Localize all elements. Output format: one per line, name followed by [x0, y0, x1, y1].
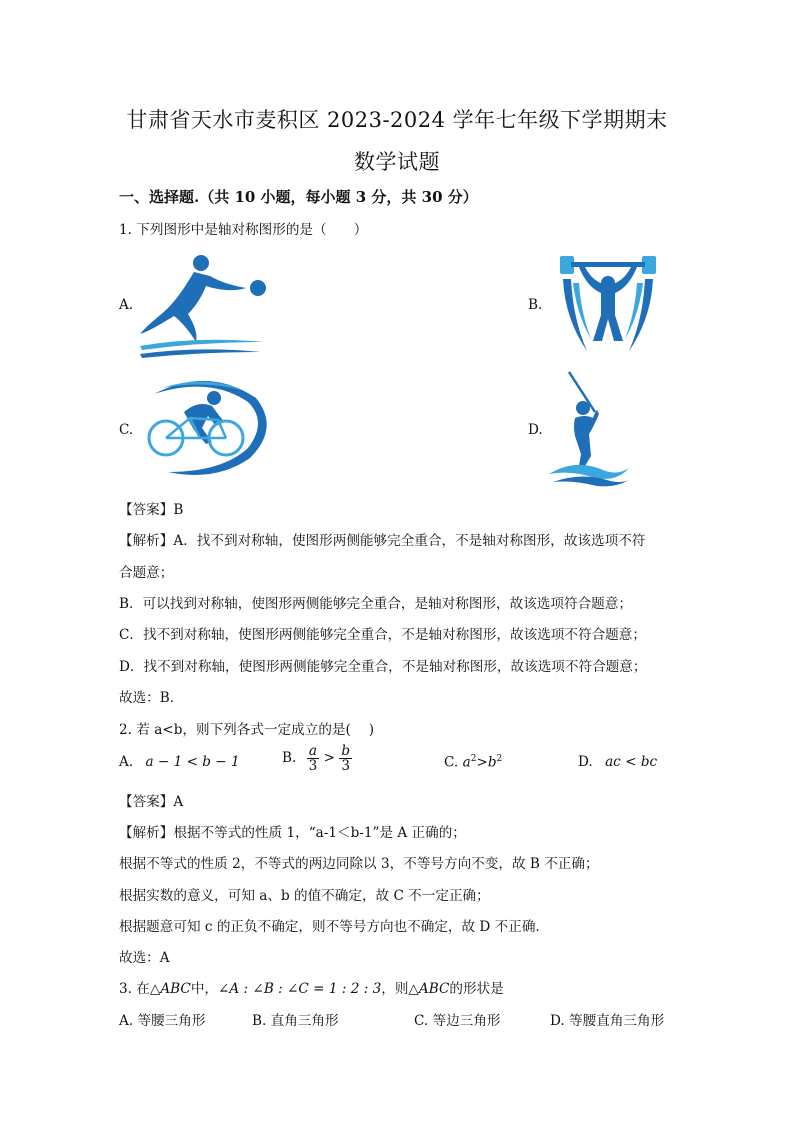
q2-option-b-relation: >	[323, 750, 336, 766]
q2-option-d	[578, 754, 657, 770]
q1-option-a-label: A.	[119, 297, 134, 313]
q1-analysis-line: 合题意；	[119, 565, 174, 581]
q2-analysis-line: 根据题意可知 c 的正负不确定，则不等号方向也不确定，故 D 不正确.	[119, 919, 540, 935]
q1-analysis-line: 故选：B．	[119, 690, 184, 706]
q2-option-d-expr: ac < bc	[605, 754, 658, 770]
q2-option-b	[282, 744, 352, 773]
q2-option-a-expr: a − 1 < b − 1	[145, 754, 240, 770]
q2-option-c: C. $a^2>b^2$	[444, 754, 503, 771]
q2-option-b-frac-b: $\frac{b}{3}$	[341, 743, 351, 774]
q3-option-b: B. 直角三角形	[252, 1013, 339, 1029]
q2-analysis-line: 根据实数的意义，可知 a、b 的值不确定，故 C 不一定正确；	[119, 888, 490, 904]
q2-option-c-label: C.	[444, 754, 459, 771]
cyclist-icon	[138, 372, 270, 482]
q2-option-a	[119, 754, 240, 770]
q2-option-a-label: A.	[119, 754, 134, 770]
q2-stem: 2. 若 a<b，则下列各式一定成立的是( )	[119, 722, 375, 738]
weightlifter-icon	[557, 253, 659, 353]
golfer-icon	[547, 370, 631, 488]
q2-analysis-line: 【解析】根据不等式的性质 1，“a-1＜b-1”是 A 正确的；	[119, 825, 466, 841]
section-heading: 一、选择题.（共 10 小题，每小题 3 分，共 30 分）	[119, 188, 478, 206]
q3-option-c: C. 等边三角形	[414, 1013, 501, 1029]
exam-title: 甘肃省天水市麦积区 2023-2024 学年七年级下学期期末	[126, 108, 668, 132]
q3-stem: 3. 在△ABC中，∠A : ∠B : ∠C = 1 : 2 : 3，则△ABC的形状是	[119, 981, 504, 997]
exam-subtitle: 数学试题	[354, 150, 440, 174]
q1-option-d-label: D.	[528, 422, 543, 438]
q1-stem: 1. 下列图形中是轴对称图形的是（ ）	[119, 222, 368, 238]
q1-analysis-line: C．找不到对称轴，使图形两侧能够完全重合，不是轴对称图形，故该选项不符合题意；	[119, 627, 646, 643]
q1-option-b-label: B.	[528, 297, 543, 313]
q3-option-a: A. 等腰三角形	[119, 1013, 206, 1029]
q1-analysis-line: D．找不到对称轴，使图形两侧能够完全重合，不是轴对称图形，故该选项不符合题意；	[119, 659, 647, 675]
q2-option-b-label: B.	[282, 750, 297, 766]
q3-option-d: D. 等腰直角三角形	[550, 1013, 665, 1029]
q1-analysis-line: B．可以找到对称轴，使图形两侧能够完全重合，是轴对称图形，故该选项符合题意；	[119, 596, 632, 612]
q2-analysis-line: 根据不等式的性质 2，不等式的两边同除以 3，不等号方向不变，故 B 不正确；	[119, 856, 599, 872]
q1-analysis-line: 【解析】A．找不到对称轴，使图形两侧能够完全重合，不是轴对称图形，故该选项不符	[119, 533, 646, 549]
volleyball-player-icon	[138, 250, 268, 360]
q2-option-b-frac-a: $\frac{a}{3}$	[308, 743, 318, 774]
q2-option-d-label: D.	[578, 754, 593, 770]
q2-answer: 【答案】A	[119, 794, 184, 810]
q1-answer: 【答案】B	[119, 502, 184, 518]
q1-option-c-label: C.	[119, 422, 134, 438]
q2-analysis-line: 故选：A	[119, 950, 170, 966]
